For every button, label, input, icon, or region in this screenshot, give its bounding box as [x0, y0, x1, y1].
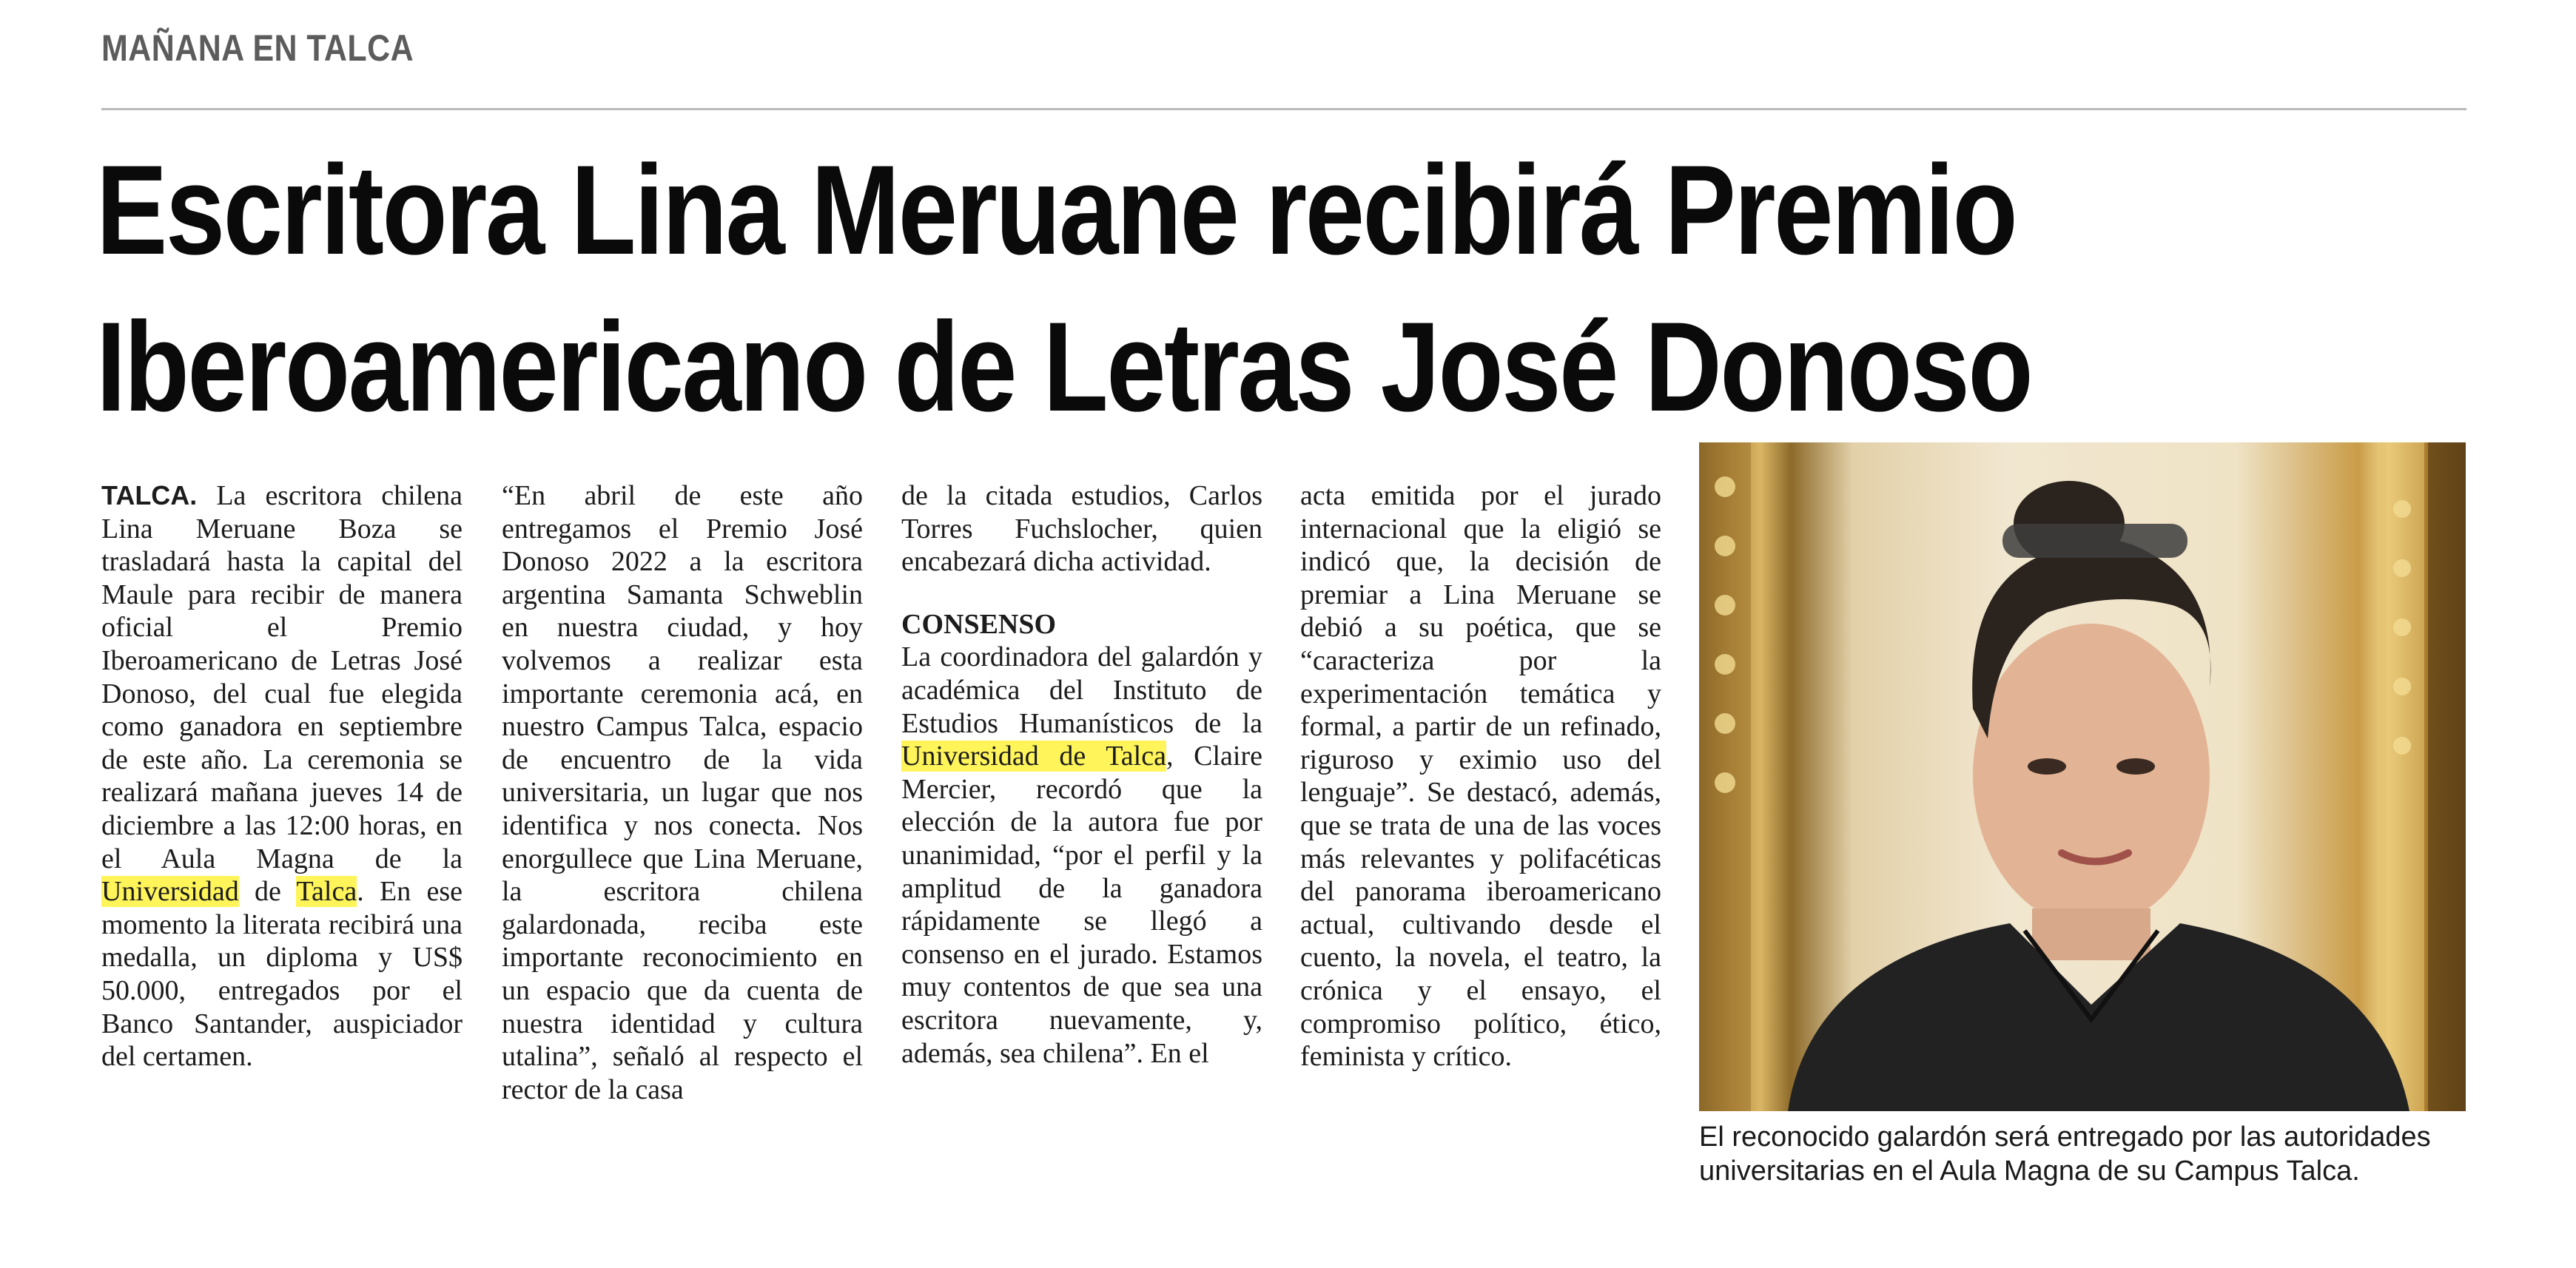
photo-caption: El reconocido galardón será entregado por las autoridades universitarias en el Aula Magna de su Campus Talca. — [1699, 1122, 2431, 1187]
text: . En ese momento la literata recibirá una medalla, un diploma y US$ 50.000, entregados por el Banco Santander, auspiciador del certamen. — [101, 876, 463, 1073]
article-column-3 — [901, 479, 1262, 1070]
text: La escritora chilena Lina Meruane Boza se trasladará hasta la capital del Maule para recibir de manera oficial el Premio Iberoamericano de Letras José Donoso, del cual fue elegida como ganadora en septiembre de este año. La ceremonia se realizará mañana jueves 14 de diciembre a las 12:00 horas, en el Aula Magna de la — [101, 480, 463, 874]
dateline: TALCA. — [101, 480, 198, 510]
header-divider — [101, 108, 2466, 110]
text: de — [238, 876, 297, 908]
section-label: MAÑANA EN TALCA — [101, 27, 414, 69]
highlight-talca: Talca — [296, 876, 357, 908]
highlight-universidad-de-talca: Universidad de Talca — [901, 741, 1166, 772]
highlight-universidad: Universidad — [101, 876, 239, 908]
headline-line-2: Iberoamericano de Letras José Donoso — [96, 296, 2032, 438]
subheading-consenso: CONSENSO — [901, 608, 1057, 640]
text: , Claire Mercier, recordó que la elección de la autora fue por unanimidad, “por el perfil y la amplitud de la ganadora rápidamente se llegó a consenso en el jurado. Estamos muy contentos de que sea una escritora nuevamente, y, además, sea chilena”. En el — [901, 741, 1262, 1069]
article-column-4 — [1300, 479, 1661, 1073]
paragraph: de la citada estudios, Carlos Torres Fuchslocher, quien encabezará dicha actividad. — [901, 480, 1262, 578]
text: La coordinadora del galardón y académica del Instituto de Estudios Humanísticos de la — [901, 641, 1262, 739]
author-photo — [1699, 442, 2466, 1111]
paragraph — [101, 479, 463, 1073]
headline — [96, 132, 2122, 445]
portrait-illustration — [1699, 442, 2466, 1111]
paragraph: “En abril de este año entregamos el Premio José Donoso 2022 a la escritora argentina Samanta Schweblin en nuestra ciudad, y hoy volvemos a realizar esta importante ceremonia acá, en nuestro Campus Talca, espacio de encuentro de la vida universitaria, un lugar que nos identifica y nos conecta. Nos enorgullece que Lina Meruane, la escritora chilena galardonada, reciba este importante reconocimiento en un espacio que da cuenta de nuestra identidad y cultura utalina”, señaló al respecto el rector de la casa — [502, 480, 863, 1105]
article-column-1 — [101, 479, 463, 1073]
paragraph — [901, 641, 1262, 1070]
paragraph: acta emitida por el jurado internacional que la eligió se indicó que, la decisión de premiar a Lina Meruane se debió a su poética, que se “caracteriza por la experimentación temática y formal, a partir de un refinado, riguroso y eximio uso del lenguaje”. Se destacó, además, que se trata de una de las voces más relevantes y polifacéticas del panorama iberoamericano actual, cultivando desde el cuento, la novela, el teatro, la crónica y el ensayo, el compromiso político, ético, feminista y crítico. — [1300, 480, 1661, 1073]
article-column-2 — [502, 479, 863, 1106]
headline-line-1: Escritora Lina Meruane recibirá Premio — [96, 139, 2017, 281]
